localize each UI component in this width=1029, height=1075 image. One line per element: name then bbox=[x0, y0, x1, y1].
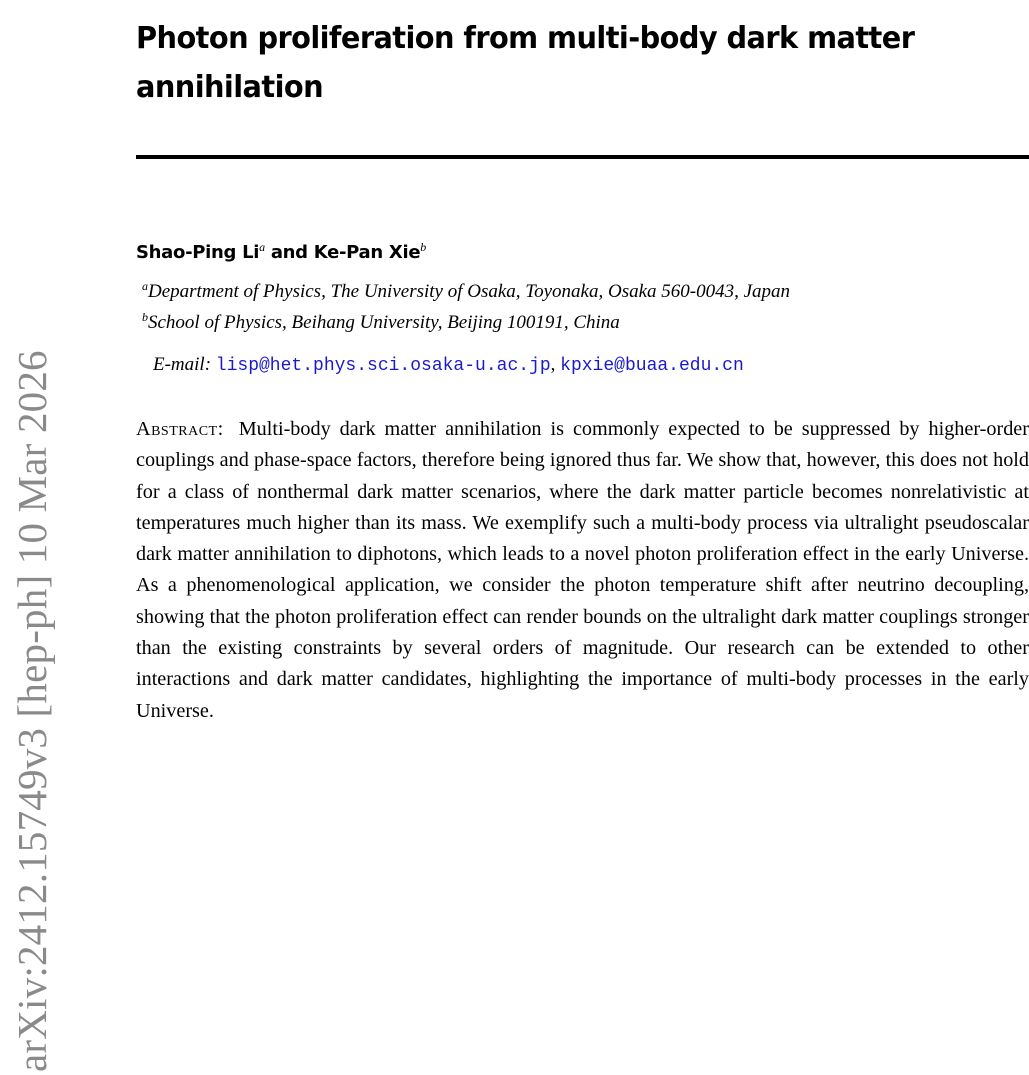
abstract-label: Abstract: bbox=[136, 418, 224, 440]
author-conjunction: and bbox=[270, 242, 308, 263]
affiliation-mark: b bbox=[142, 310, 148, 324]
author-name: Ke-Pan Xie bbox=[313, 242, 421, 263]
email-link[interactable]: lisp@het.phys.sci.osaka-u.ac.jp bbox=[215, 356, 551, 376]
affiliation-mark: b bbox=[420, 240, 426, 254]
arxiv-identifier-stamp: arXiv:2412.15749v3 [hep-ph] 10 Mar 2026 bbox=[9, 350, 55, 1072]
affiliation-text: Department of Physics, The University of Osaka, Toyonaka, Osaka 560-0043, Japan bbox=[148, 281, 791, 302]
abstract bbox=[136, 414, 1029, 727]
affiliation-text: School of Physics, Beihang University, Beijing 100191, China bbox=[148, 312, 620, 333]
author-list bbox=[136, 240, 426, 266]
affiliation-mark: a bbox=[142, 279, 148, 293]
email-line bbox=[153, 353, 744, 378]
affiliation-b bbox=[142, 311, 620, 335]
abstract-text: Multi-body dark matter annihilation is commonly expected to be suppressed by higher-order couplings and phase-space factors, therefore being ignored thus far. We show that, however, this does not hold for a class of nonthermal dark matter scenarios, where the dark matter particle becomes nonrelativistic at temperatures much higher than its mass. We exemplify such a multi-body process via ultralight pseudoscalar dark matter annihilation to diphotons, which leads to a novel photon proliferation effect in the early Universe. As a phenomenological application, we consider the photon temperature shift after neutrino decoupling, showing that the photon proliferation effect can render bounds on the ultralight dark matter couplings stronger than the existing constraints by several orders of magnitude. Our research can be extended to other interactions and dark matter candidates, highlighting the importance of multi-body processes in the early Universe. bbox=[136, 418, 1029, 722]
affiliation-mark: a bbox=[259, 240, 265, 254]
paper-title: Photon proliferation from multi-body dark matter annihilation bbox=[136, 21, 915, 106]
author-name: Shao-Ping Li bbox=[136, 242, 260, 263]
email-separator: , bbox=[550, 354, 556, 375]
title-divider bbox=[136, 155, 1029, 159]
affiliation-a bbox=[142, 280, 790, 304]
email-label: E-mail: bbox=[153, 354, 212, 375]
email-link[interactable]: kpxie@buaa.edu.cn bbox=[560, 356, 744, 376]
